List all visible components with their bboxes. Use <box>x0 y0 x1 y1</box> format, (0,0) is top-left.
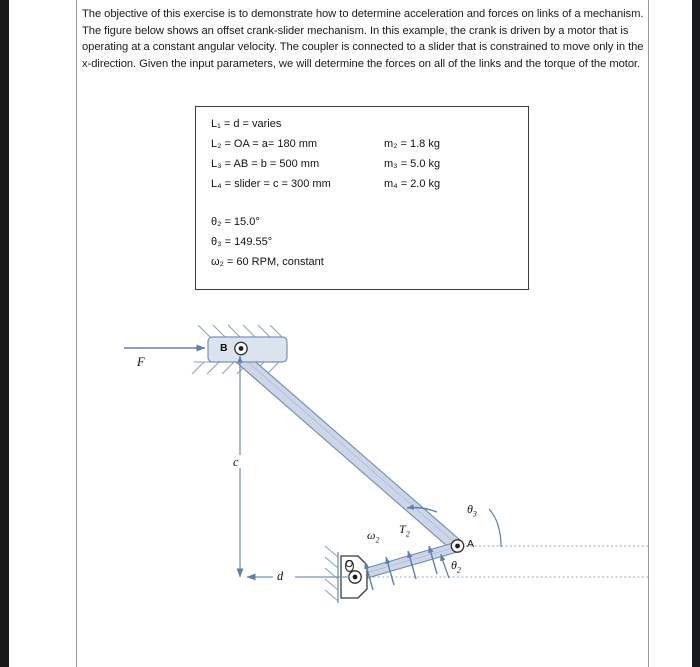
slider-guide-hatch-bottom <box>192 362 282 374</box>
slider-guide-hatch-top <box>198 325 282 337</box>
label-joint-o: O <box>345 558 354 570</box>
page-gutter-right <box>692 0 700 667</box>
joint-a-pin <box>451 540 463 552</box>
param-omega2: ω₂ = 60 RPM, constant <box>211 256 324 268</box>
label-joint-b: B <box>220 342 228 354</box>
page-rule-right <box>648 0 649 667</box>
param-L3: L₃ = AB = b = 500 mm <box>211 158 320 170</box>
label-dimension-c: c <box>233 455 239 469</box>
param-theta2: θ₂ = 15.0° <box>211 216 260 228</box>
mechanism-figure <box>77 300 648 630</box>
param-L2: L₂ = OA = a= 180 mm <box>211 138 318 150</box>
label-theta-2: $\theta_2$ <box>451 558 461 575</box>
label-theta-3: $\theta_3$ <box>467 502 477 519</box>
label-force-f: F <box>137 355 145 369</box>
page-gutter-left <box>0 0 9 667</box>
joint-o-pin <box>349 571 361 583</box>
intro-paragraph: The objective of this exercise is to demonstrate how to determine acceleration and forces on links of a mechanism. The figure below shows an offset crank-slider mechanism. In this example, the crank is driven by a motor that is operating at a constant angular velocity. The coupler is connected to a slider that is constrained to move only in the x-direction. Given the input parameters, we will determine the forces on all of the links and the torque of the motor. <box>82 8 644 70</box>
param-L4: L₄ = slider = c = 300 mm <box>211 178 331 190</box>
param-theta3: θ₃ = 149.55° <box>211 236 273 248</box>
label-joint-a: A <box>467 538 475 550</box>
label-dimension-d: d <box>277 569 284 583</box>
label-omega-2: $\omega_2$ <box>367 528 380 545</box>
param-m3: m₃ = 5.0 kg <box>384 158 441 170</box>
coupler-link-ab <box>229 344 461 553</box>
param-m4: m₄ = 2.0 kg <box>384 178 441 190</box>
param-L1: L₁ = d = varies <box>211 118 282 130</box>
document-page <box>77 0 648 667</box>
parameters-box <box>195 106 529 290</box>
param-m2: m₂ = 1.8 kg <box>384 138 440 150</box>
label-torque-t2: $T_2$ <box>399 522 410 539</box>
joint-b-pin <box>235 342 247 354</box>
theta2-arc <box>441 554 449 578</box>
mechanism-drawing <box>77 300 648 630</box>
